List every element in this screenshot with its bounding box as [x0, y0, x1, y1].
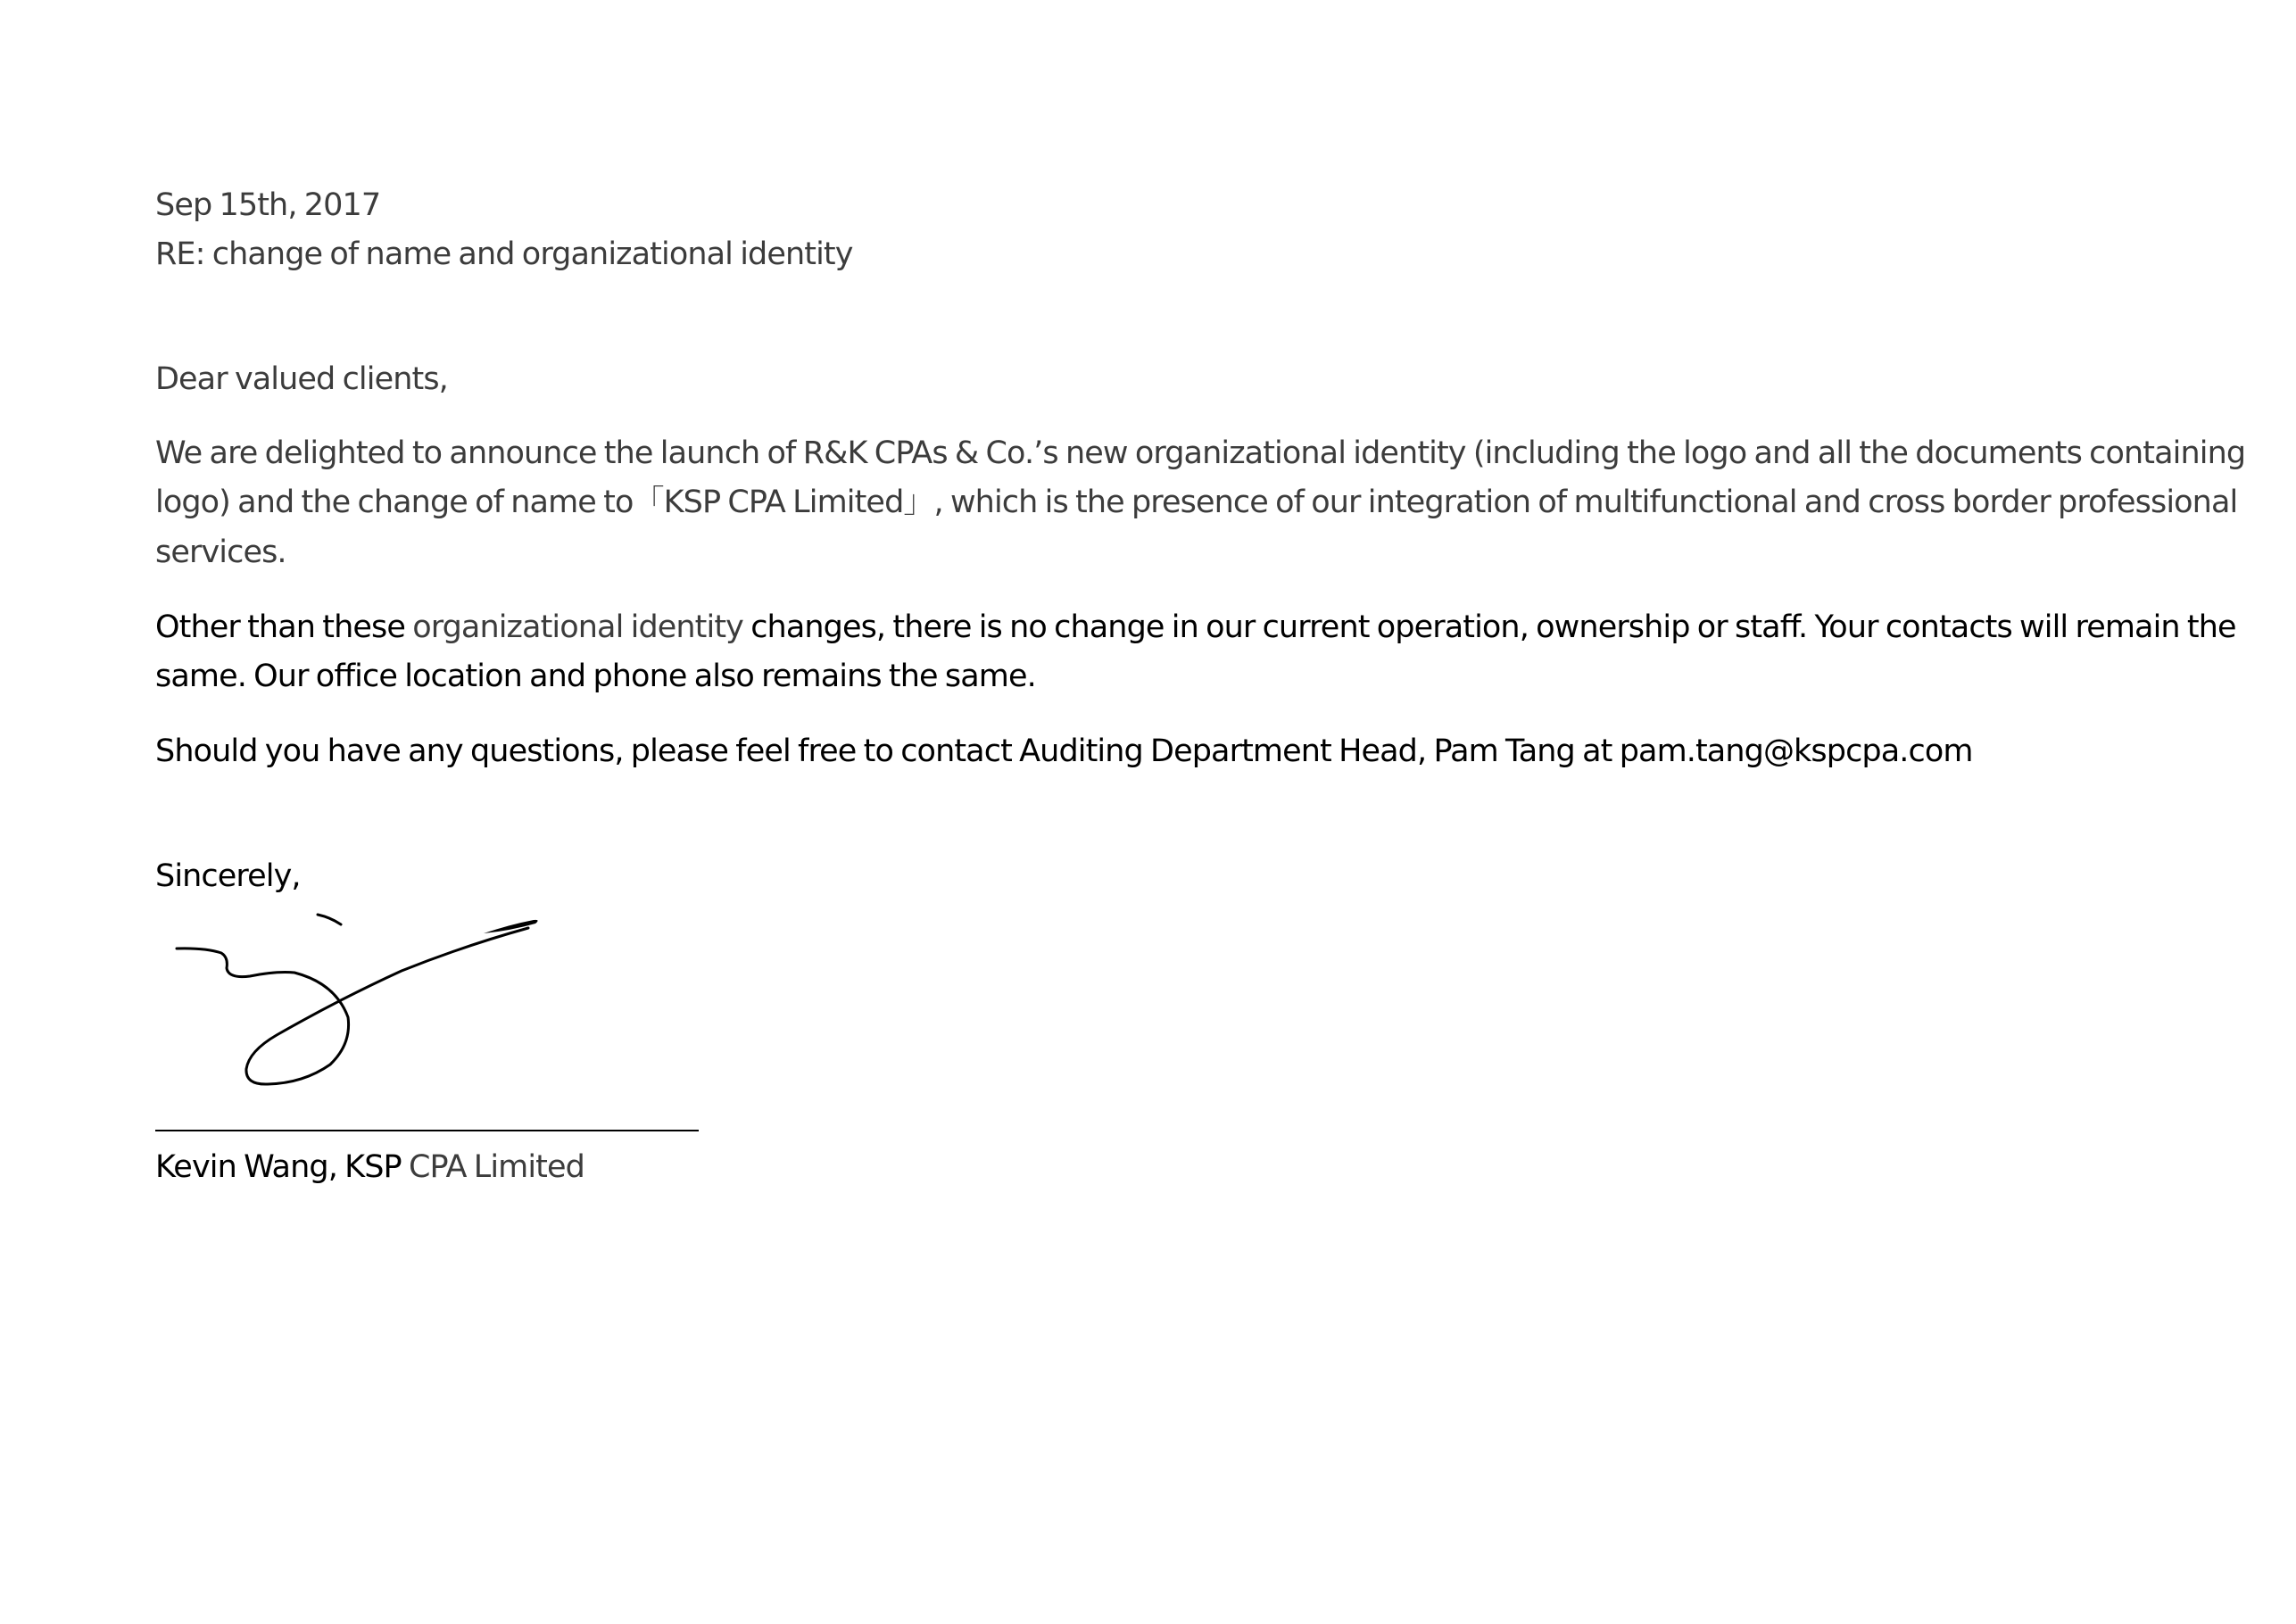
paragraph-1-line-1: We are delighted to announce the launch of R&K CPAs & Co.’s new organizational identity (including the logo and all the documents containing: [155, 435, 2246, 471]
paragraph-1-line-3: services.: [155, 534, 286, 570]
letter-subject: RE: change of name and organizational identity: [155, 236, 853, 272]
paragraph-3: Should you have any questions, please feel free to contact Auditing Department Head, Pam Tang at pam.tang@kspcpa.com: [155, 733, 1973, 769]
paragraph-2-line-2: same. Our office location and phone also remains the same.: [155, 659, 1036, 694]
paragraph-2-text-a: Other than these: [155, 609, 413, 645]
closing: Sincerely,: [155, 858, 301, 894]
paragraph-1-line-2: logo) and the change of name to「KSP CPA Limited」, which is the presence of our integration of multifunctional and cross border professional: [155, 485, 2238, 520]
signatory-name: [155, 1149, 584, 1185]
letter-date: Sep 15th, 2017: [155, 187, 381, 223]
signatory-company: CPA Limited: [408, 1149, 584, 1185]
handwritten-signature: [161, 901, 589, 1093]
salutation: Dear valued clients,: [155, 361, 448, 397]
paragraph-2-text-b: changes, there is no change in our current operation, ownership or staff. Your contacts will remain the: [742, 609, 2236, 645]
paragraph-2-highlight: organizational identity: [412, 609, 743, 645]
signature-line: [155, 1130, 699, 1131]
signatory-name-text: Kevin Wang, KSP: [155, 1149, 409, 1185]
paragraph-2-line-1: [155, 609, 2236, 645]
